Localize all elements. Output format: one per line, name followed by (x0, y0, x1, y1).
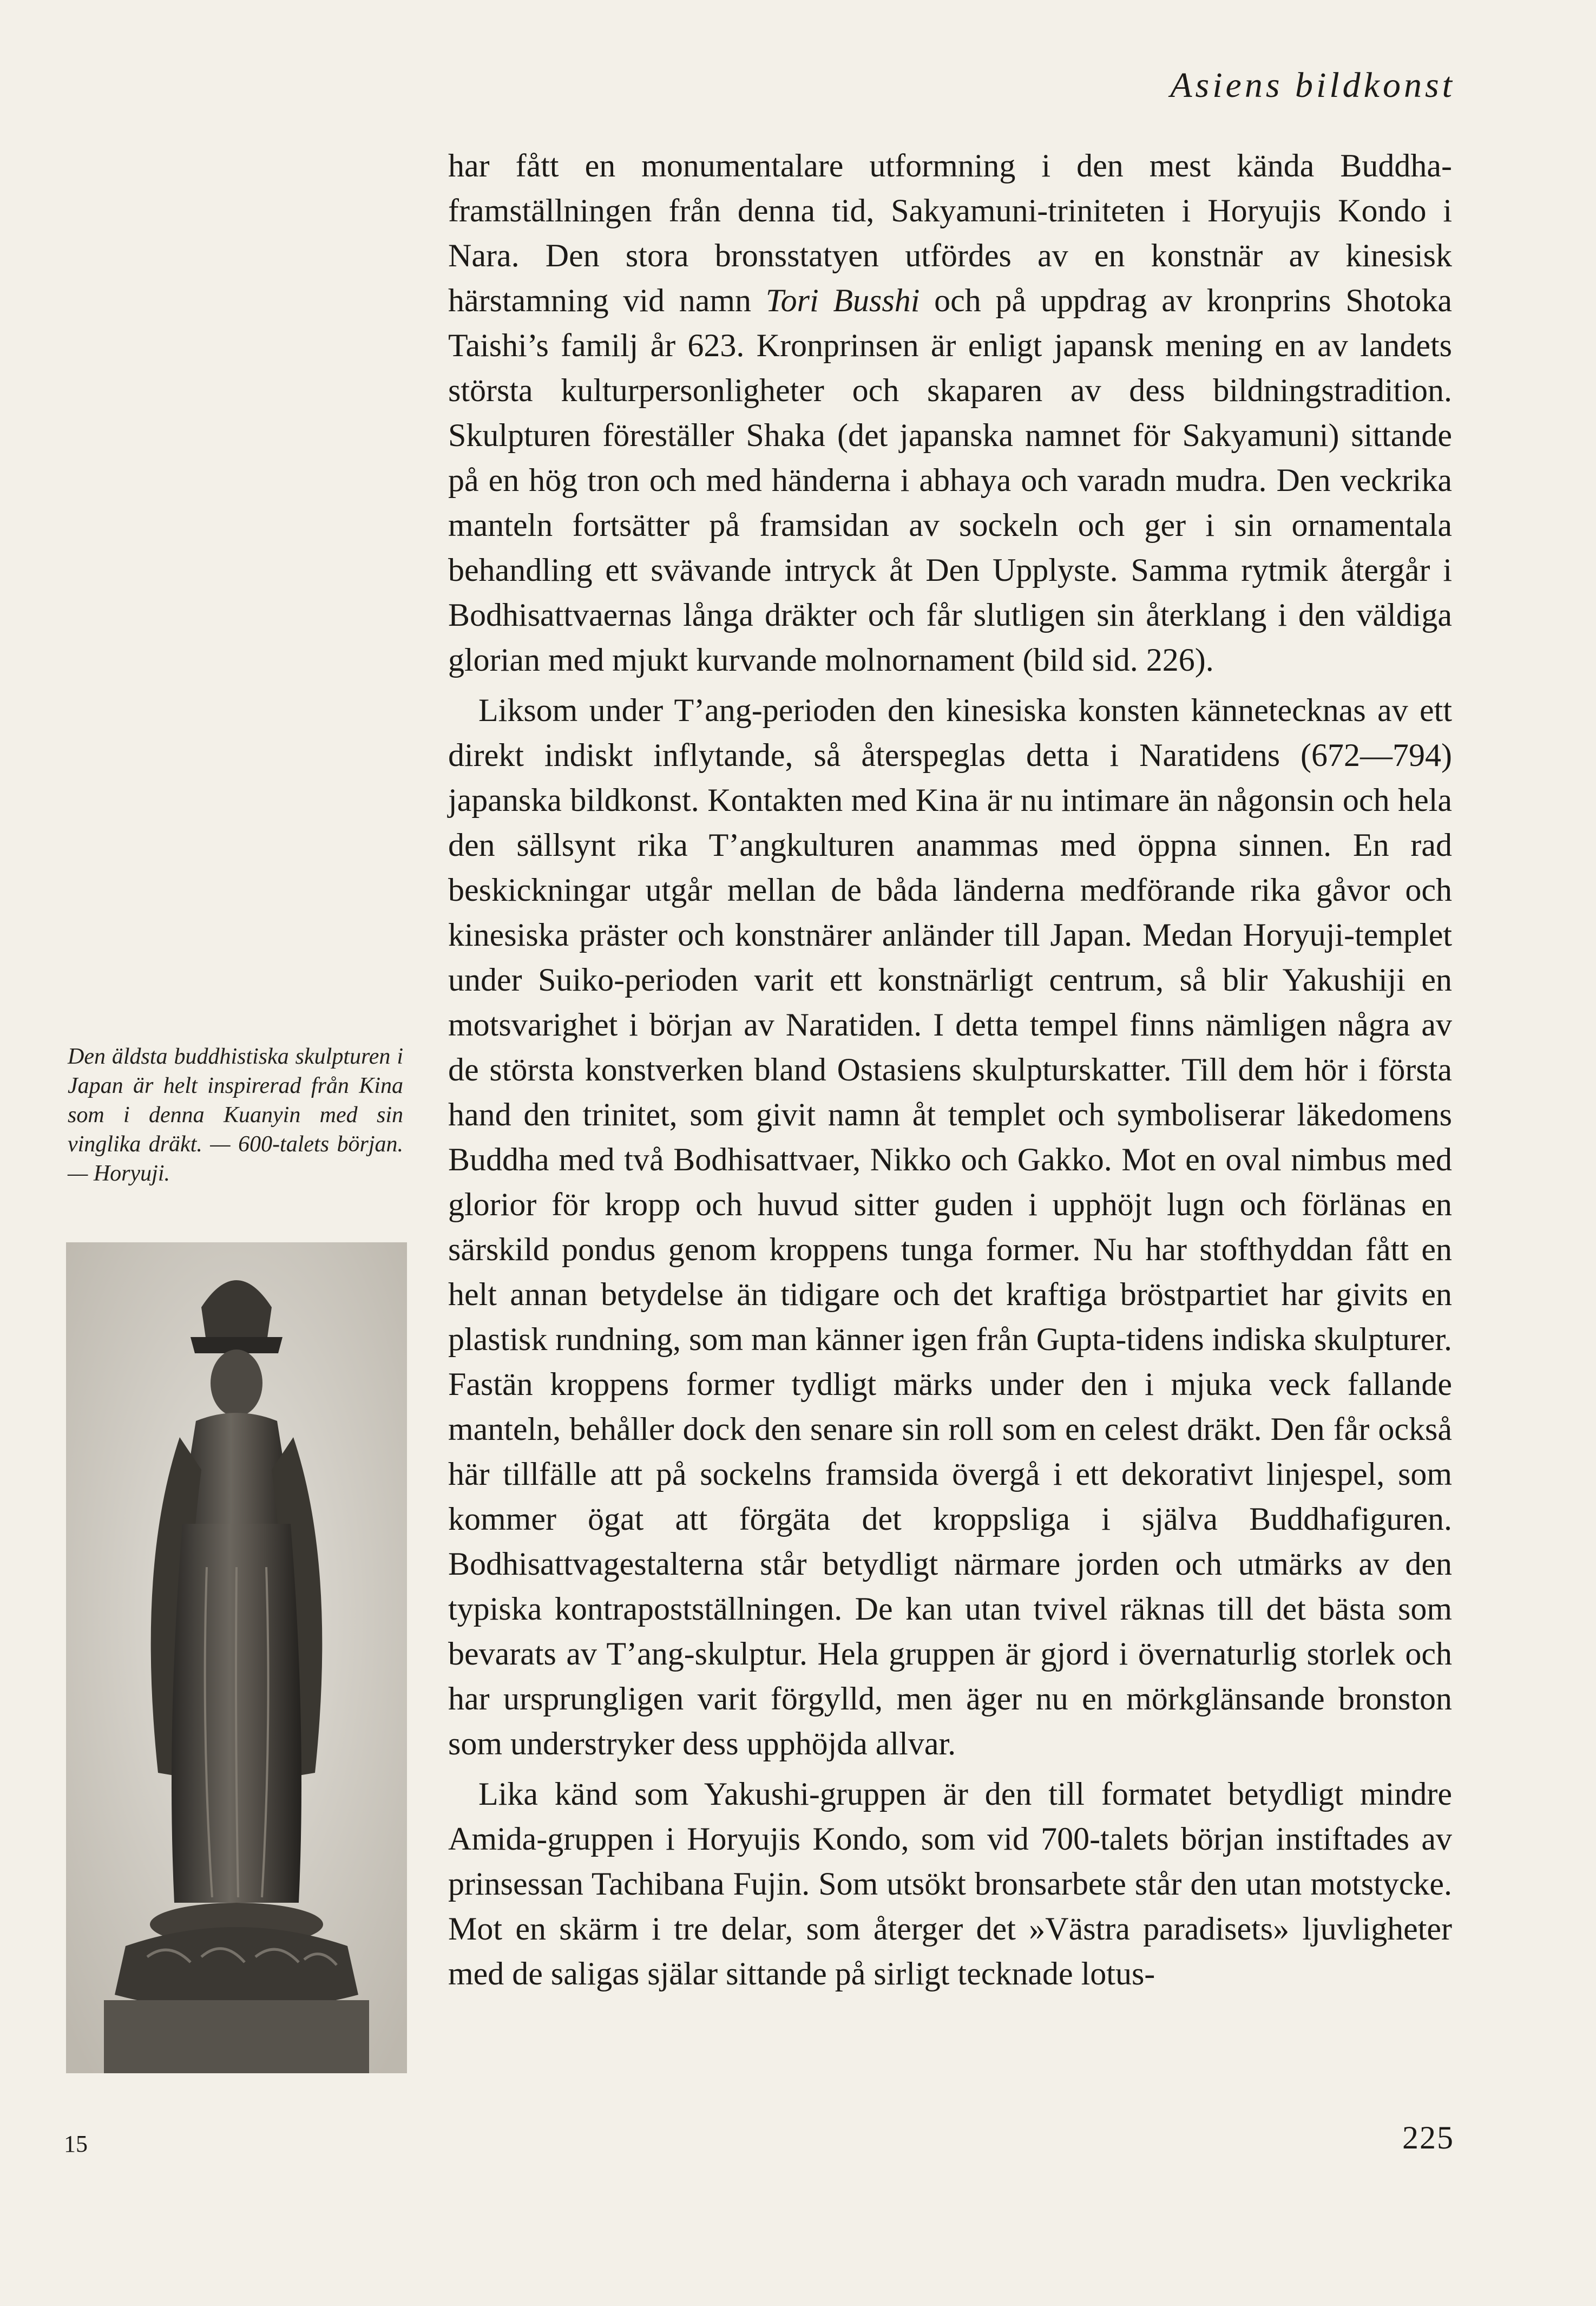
artist-name: Tori Busshi (765, 283, 920, 318)
running-head: Asiens bildkonst (1170, 65, 1455, 105)
signature-mark: 15 (64, 2131, 88, 2157)
paragraph: Liksom under T’ang-perioden den kinesiska konsten kännetecknas av ett direkt indiskt inflytande, så återspeglas detta i Naratidens (672—794) japanska bildkonst. Kontakten med Kina är nu intimare än någonsin och hela den sällsynt rika T’angkulturen anammas med öppna sinnen. En rad beskickningar utgår mellan de båda länderna medförande rika gåvor och kinesiska präster och konstnärer anländer till Japan. Medan Horyuji-templet under Suiko-perioden varit ett konstnärligt centrum, så blir Yakushiji en motsvarighet i början av Naratiden. I detta tempel finns nämligen några av de största konstverken bland Ostasiens skulpturskatter. Till dem hör i första hand den trinitet, som givit namn åt templet och symboliserar läkedomens Buddha med två Bodhisattvaer, Nikko och Gakko. Mot en oval nimbus med glorior för kropp och huvud sitter guden i upphöjt lugn och förlänas en särskild pondus genom kroppens tunga former. Nu har stofthyddan fått en helt annan betydelse än tidigare och det kraftiga bröstpartiet har givits en plastisk rundning, som man känner igen från Gupta-tidens indiska skulpturer. Fastän kroppens former tydligt märks under den i mjuka veck fallande manteln, behåller dock den senare sin roll som en celest dräkt. Den får också här tillfälle att på sockelns framsida övergå i ett dekorativt linjespel, som kommer ögat att förgäta det kroppsliga i själva Buddhafiguren. Bodhisattvagestalterna står betydligt närmare jorden och utmärks av den typiska kontrapostställningen. De kan utan tvivel räknas till det bästa som bevarats av T’ang-skulptur. Hela gruppen är gjord i övernaturlig storlek och har ursprungligen varit förgylld, men äger nu en mörkglänsande bronston som understryker dess upphöjda allvar. (448, 692, 1452, 1761)
paragraph-text: och på uppdrag av kronprins Shotoka Taishi’s familj år 623. Kronprinsen är enligt japansk mening en av landets största kulturpersonligheter och skaparen av dess bildningstradition. Skulpturen föreställer Shaka (det japanska namnet för Sakyamuni) sittande på en hög tron och med händerna i abhaya och varadn mudra. Den veckrika manteln fortsätter på framsidan av sockeln och ger i sin ornamentala behandling ett svävande intryck åt Den Upplyste. Samma rytmik återgår i Bodhisattvaernas långa dräkter och får slutligen sin återklang i den väldiga glorian med mjukt kurvande molnornament (bild sid. 226). (448, 283, 1452, 678)
kuanyin-statue-photo (66, 1242, 407, 2073)
page-number: 225 (1402, 2120, 1454, 2156)
statue-illustration (66, 1242, 407, 2073)
paragraph (448, 143, 1452, 683)
paragraph-text: har fått en monumentalare utformning i den mest kända Buddha-framställningen från denna tid, Sakyamuni-triniteten i Horyujis Kondo i Nara. Den stora bronsstatyen utfördes av en konstnär av kinesisk härstamning vid namn (448, 148, 1452, 318)
main-text (448, 143, 1452, 1996)
figure-caption: Den äldsta buddhistiska skulpturen i Japan är helt inspirerad från Kina som i denna Kuanyin med sin vinglika dräkt. — 600-talets början. — Horyuji. (68, 1044, 403, 1186)
paragraph: Lika känd som Yakushi-gruppen är den till formatet betydligt mindre Amida-gruppen i Horyujis Kondo, som vid 700-talets början instiftades av prinsessan Tachibana Fujin. Som utsökt bronsarbete står den utan motstycke. Mot en skärm i tre delar, som återger det »Västra paradisets» ljuvligheter med de saligas själar sittande på sirligt tecknade lotus- (448, 1776, 1452, 1991)
